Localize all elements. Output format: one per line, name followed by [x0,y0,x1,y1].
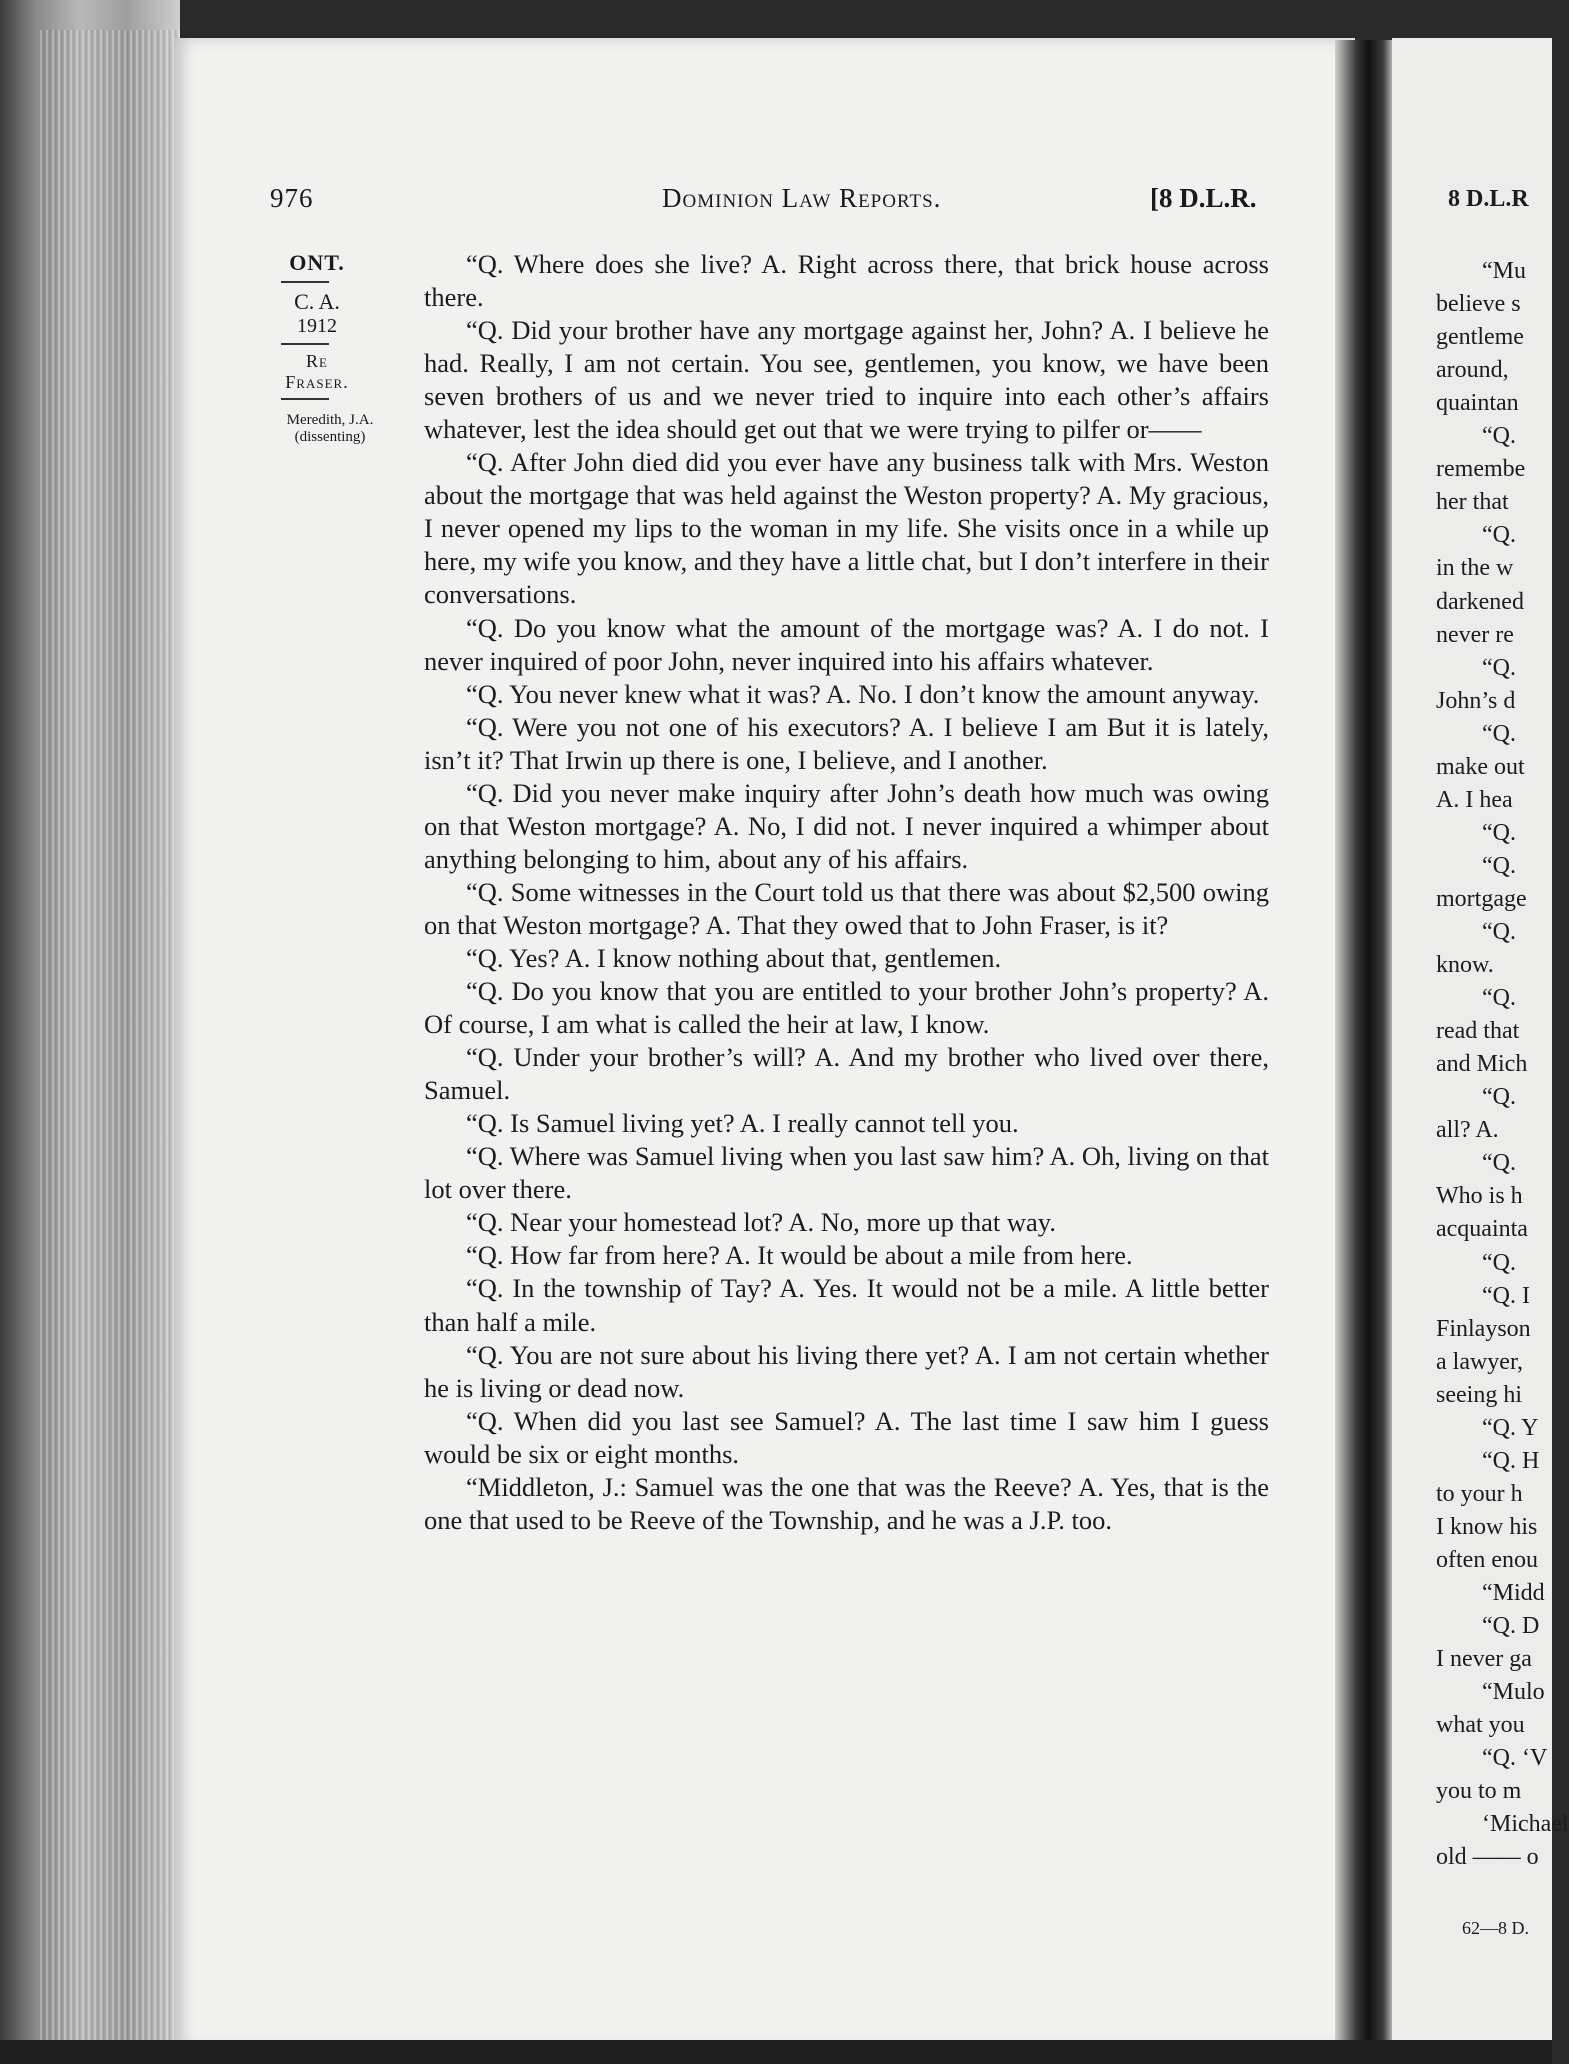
right-page-line: “Q. [1482,819,1516,846]
right-page-line: what you [1436,1712,1525,1739]
right-page-line: A. I hea [1436,786,1513,813]
side-note-rule [281,281,329,283]
side-note-judge: Meredith, J.A. [286,412,374,428]
running-title [662,183,941,214]
right-page-line: “Q. [1482,1150,1516,1177]
side-note-rule [281,398,329,400]
right-page-line: never re [1436,621,1514,648]
right-page-line: in the w [1436,555,1514,582]
right-page-line: you to m [1436,1778,1522,1805]
right-page-line: “Q. [1482,1249,1516,1276]
paragraph: “Q. Is Samuel living yet? A. I really cannot tell you. [466,1108,1019,1139]
side-note-province: ONT. [289,250,345,275]
paragraph: “Q. After John died did you ever have any business talk with Mrs. Weston about the mortgage that was held against the Weston property? A. My gracious, I never opened my lips to the woman in my life. She visits once in a while up here, my wife you know, and they have a little chat, but I don’t interfere in their conversations. [424,447,1269,610]
right-page-line: quaintan [1436,390,1519,417]
page-edge-texture [40,30,180,2040]
side-note-case-name: Fraser. [285,372,349,392]
paragraph: “Q. In the township of Tay? A. Yes. It would not be a mile. A little better than half a mile. [424,1273,1269,1337]
right-page-line: Finlayson [1436,1315,1531,1342]
right-page-line: I never ga [1436,1646,1532,1673]
right-page-line: all? A. [1436,1117,1499,1144]
side-note-year: 1912 [297,315,337,337]
right-page-line: “Q. [1482,720,1516,747]
right-page-line: “Q. ‘V [1482,1745,1548,1772]
right-page-line: acquainta [1436,1216,1528,1243]
paragraph: “Q. Some witnesses in the Court told us that there was about $2,500 owing on that Weston mortgage? A. That they owed that to John Fraser, is it? [424,876,1269,940]
right-page-line: ‘Michael [1482,1811,1569,1838]
right-page-line: “Q. [1482,522,1516,549]
right-page-line: make out [1436,753,1525,780]
right-page-line: often enou [1436,1546,1538,1573]
right-page-line: “Midd [1482,1580,1545,1606]
right-page-line: “Q. [1482,919,1516,945]
paragraph: “Q. Near your homestead lot? A. No, more up that way. [466,1207,1056,1238]
side-note-case-re: Re [306,351,328,371]
book-gutter [1335,40,1395,2064]
right-page-line: “Q. [1482,852,1516,879]
right-page-line: “Q. D [1482,1613,1540,1640]
right-page-line: believe s [1436,291,1521,318]
side-note-rule [281,343,329,345]
paragraph: “Middleton, J.: Samuel was the one that was the Reeve? A. Yes, that is the one that used to be Reeve of the Township, and he was a J.P. too. [424,1471,1269,1535]
paragraph: “Q. Under your brother’s will? A. And my brother who lived over there, Samuel. [424,1042,1269,1106]
right-page-header: 8 D.L.R [1448,186,1529,212]
right-page-line: “Q. [1482,654,1516,681]
right-page-line: “Mu [1482,258,1526,284]
side-note [255,250,405,446]
paragraph: “Q. You are not sure about his living there yet? A. I am not certain whether he is living or dead now. [424,1339,1269,1403]
paragraph: “Q. Did your brother have any mortgage against her, John? A. I believe he had. Really, I am not certain. You see, gentlemen, you know, we have been seven brothers of us and we never tried to inquire into each other’s affairs whatever, lest the idea should get out that we were trying to pilfer or—— [424,315,1269,445]
right-page-line: Who is h [1436,1183,1523,1210]
side-note-court: C. A. [294,289,340,314]
right-page-line: “Q. [1482,423,1516,450]
page-number: 976 [270,183,314,213]
right-page-line: around, [1436,357,1509,384]
right-page-line: her that [1436,489,1509,516]
body-text [424,248,1269,1537]
right-page-line: “Q. [1482,985,1516,1012]
right-page-line: mortgage [1436,885,1527,912]
right-page-footer: 62—8 D. [1462,1918,1529,1938]
paragraph: “Q. Were you not one of his executors? A. I believe I am But it is lately, isn’t it? That Irwin up there is one, I believe, and I another. [424,711,1269,775]
right-page-line: John’s d [1436,687,1516,714]
right-page-line: to your h [1436,1480,1523,1507]
paragraph: “Q. Do you know what the amount of the mortgage was? A. I do not. I never inquired of poor John, never inquired into his affairs whatever. [424,612,1269,676]
paragraph: “Q. When did you last see Samuel? A. The last time I saw him I guess would be six or eight months. [424,1405,1269,1469]
paragraph: “Q. Did you never make inquiry after John’s death how much was owing on that Weston mortgage? A. No, I did not. I never inquired a whimper about anything belonging to him, about any of his affairs. [424,777,1269,874]
paragraph: “Q. Where does she live? A. Right across there, that brick house across there. [424,249,1269,313]
right-page-line: “Q. Y [1482,1414,1539,1441]
right-page-line: a lawyer, [1436,1348,1523,1375]
running-title-text: Dominion Law Reports. [662,183,942,213]
right-page-line: remembe [1436,456,1526,483]
paragraph: “Q. Where was Samuel living when you last saw him? A. Oh, living on that lot over there. [424,1141,1269,1205]
bottom-shadow [0,2040,1552,2064]
right-page-line: read that [1436,1018,1520,1045]
right-page-line: “Mulo [1482,1679,1545,1706]
volume-reference: [8 D.L.R. [1150,183,1257,213]
right-page-line: darkened [1436,588,1524,615]
paragraph: “Q. You never knew what it was? A. No. I don’t know the amount anyway. [466,678,1260,709]
right-page-line: know. [1436,952,1494,979]
right-page-line: “Q. H [1482,1447,1540,1474]
paragraph: “Q. Do you know that you are entitled to your brother John’s property? A. Of course, I am what is called the heir at law, I know. [424,976,1269,1040]
side-note-dissent: (dissenting) [294,429,366,445]
right-page-line: I know his [1436,1513,1538,1540]
paragraph: “Q. Yes? A. I know nothing about that, gentlemen. [466,942,1002,973]
right-page-line: “Q. [1482,1084,1516,1111]
right-page-line: gentleme [1436,324,1524,351]
right-page-line: “Q. I [1482,1282,1530,1309]
right-page-line: seeing hi [1436,1381,1522,1408]
paragraph: “Q. How far from here? A. It would be about a mile from here. [466,1240,1133,1271]
right-page-line: old —— o [1436,1844,1539,1871]
right-page-line: and Mich [1436,1051,1528,1078]
